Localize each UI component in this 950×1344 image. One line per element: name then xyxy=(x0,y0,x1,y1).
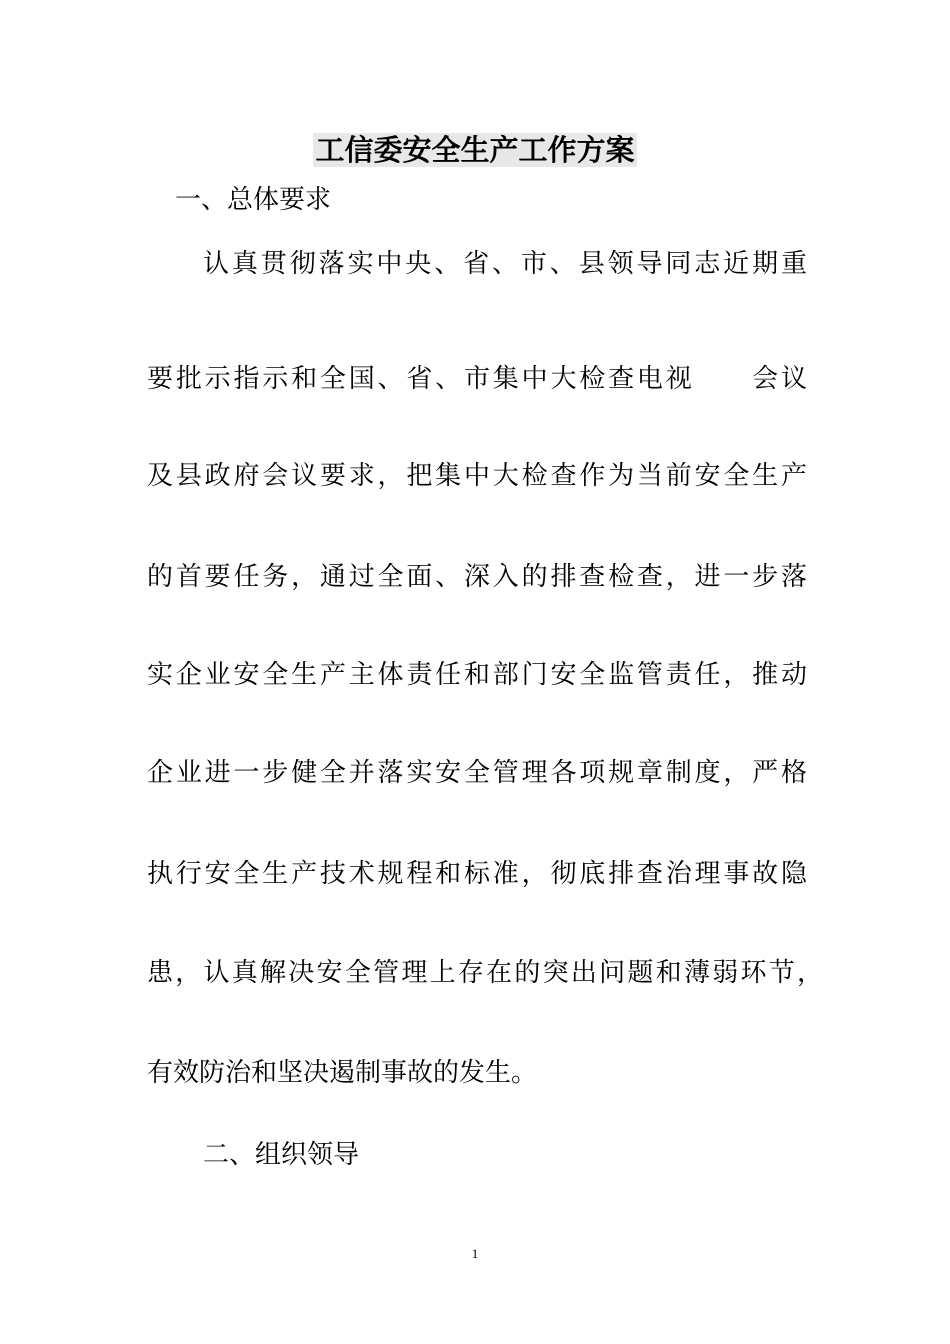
page-number: 1 xyxy=(471,1246,479,1261)
paragraph-line: 执行安全生产技术规程和标准，彻底排查治理事故隐 xyxy=(147,859,807,889)
paragraph-line: 及县政府会议要求，把集中大检查作为当前安全生产 xyxy=(147,461,807,491)
section-heading-general-requirements: 一、总体要求 xyxy=(175,185,332,215)
paragraph-line: 要批示指示和全国、省、市集中大检查电视 会议 xyxy=(147,364,807,394)
document-title-text: 工信委安全生产工作方案 xyxy=(315,133,635,167)
paragraph-line: 的首要任务，通过全面、深入的排查检查，进一步落 xyxy=(147,562,807,592)
paragraph-line: 实企业安全生产主体责任和部门安全监管责任，推动 xyxy=(147,660,807,690)
paragraph-line: 患，认真解决安全管理上存在的突出问题和薄弱环节， xyxy=(147,958,823,988)
paragraph-line: 有效防治和坚决遏制事故的发生。 xyxy=(147,1058,538,1088)
section-heading-organization-leadership: 二、组织领导 xyxy=(203,1140,360,1170)
paragraph-line: 认真贯彻落实中央、省、市、县领导同志近期重 xyxy=(203,249,807,279)
paragraph-line: 企业进一步健全并落实安全管理各项规章制度，严格 xyxy=(147,758,807,788)
document-title xyxy=(0,130,950,170)
